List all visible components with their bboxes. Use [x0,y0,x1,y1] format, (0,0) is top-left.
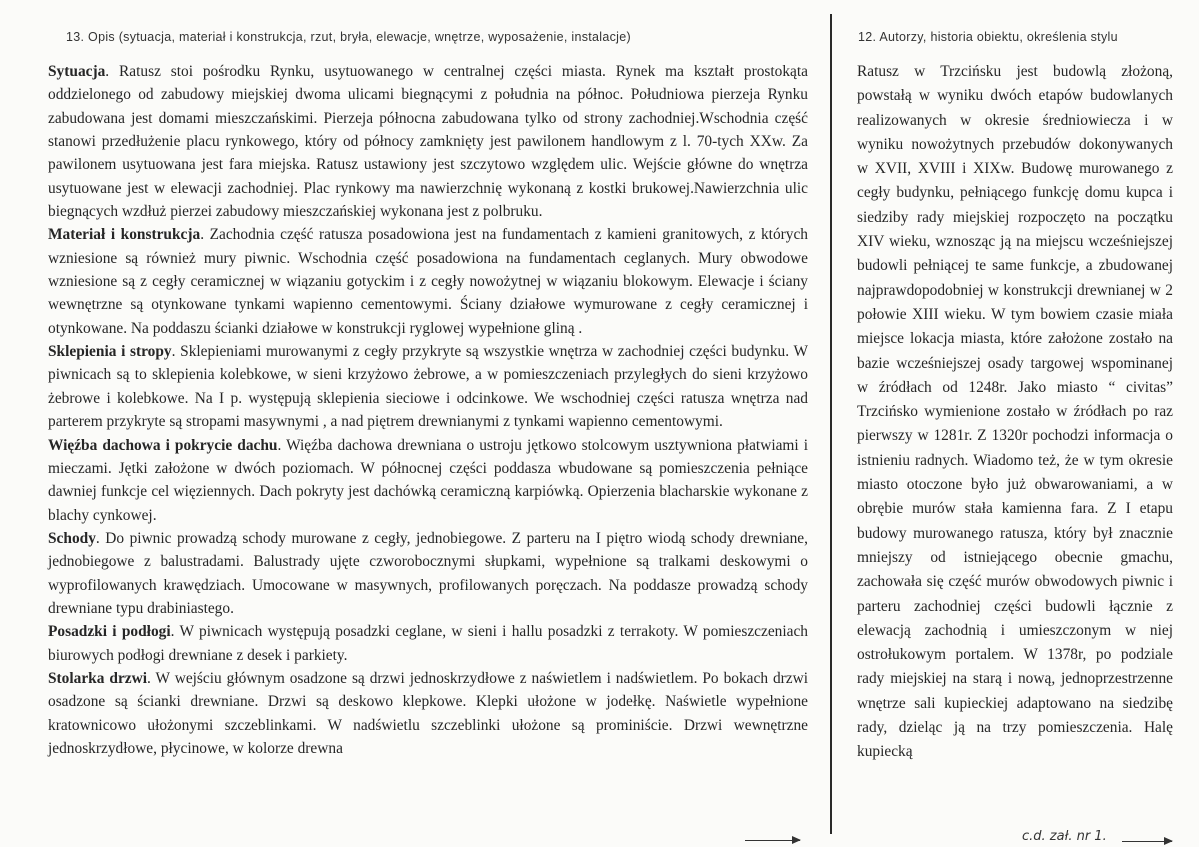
continue-arrow-icon [1122,841,1172,842]
section-floors [48,620,808,667]
section-situation [48,60,808,223]
section-text: . Ratusz stoi pośrodku Rynku, usytuowanego w centralnej części miasta. Rynek ma kształt prostokąta oddzielonego od zabudowy miejskiej dwoma ulicami biegnącymi z południa na północ. Południowa pierzeja Rynku zabudowana jest domami mieszczańskimi. Pierzeja północna zabudowana tylko od strony zachodniej.Wschodnia część stanowi przedłużenie placu rynkowego, który od północy zamknięty jest pawilonem handlowym z l. 70-tych XXw. Za pawilonem usytuowana jest fara miejska. Ratusz ustawiony jest szczytowo względem ulic. Wejście główne do wnętrza usytuowane jest w elewacji zachodniej. Plac rynkowy ma nawierzchnię wykonaną z kostki brukowej.Nawierzchnia ulic biegnących wzdłuż pierzei zabudowy mieszczańskiej wykonana jest z polbruku. [48,63,808,221]
section-text: . Zachodnia część ratusza posadowiona jest na fundamentach z kamieni granitowych, z których wzniesione są również mury piwnic. Wschodnia część posadowiona na fundamentach ceglanych. Mury obwodowe wzniesione są z cegły ceramicznej w wiązaniu gotyckim i z cegły nowożytnej w wiązaniu blokowym. Elewacje i ściany wewnętrzne są otynkowane tynkami wapienno cementowymi. Ściany działowe wymurowane z cegły ceramicznej i otynkowane. Na poddaszu ścianki działowe w konstrukcji ryglowej wypełnione gliną . [48,226,808,337]
section-text: . Więźba dachowa drewniana o ustroju jętkowo stolcowym usztywniona płatwiami i mieczami. Jętki założone w dwóch poziomach. W północnej części poddasza wbudowane są pomieszczenia pełniące dawniej funkcje cel więziennych. Dach pokryty jest dachówką ceramiczną karpiówką. Opierzenia blacharskie wykonane z blachy cynkowej. [48,436,809,524]
section-text: . W piwnicach występują posadzki ceglane, w sieni i hallu posadzki z terrakoty. W pomieszczeniach biurowych podłogi drewniane z desek i parkiety. [48,623,808,664]
section-title: Schody [48,529,96,547]
left-column-header: 13. Opis (sytuacja, materiał i konstrukcja, rzut, bryła, elewacje, wnętrze, wyposażenie, instalacje) [66,30,631,44]
column-divider [830,14,832,834]
section-title: Posadzki i podłogi [48,623,171,641]
section-title: Sytuacja [48,63,106,80]
section-title: Stolarka drzwi [48,669,147,687]
section-title: Więźba dachowa i pokrycie dachu [48,436,278,454]
section-doors [48,667,808,760]
section-text: . Sklepieniami murowanymi z cegły przykryte są wszystkie wnętrza w zachodniej części budynku. W piwnicach są to sklepienia kolebkowe, w sieni krzyżowo żebrowe, a w pomieszczeniach przyległych do sieni krzyżowo żebrowe i kolebkowe. Na I p. występują sklepienia sieciowe i odcinkowe. We wschodniej części ratusza wnętrza nad parterem przykryte są stropami masywnymi , a nad piętrem drewnianymi z tynkami wapienno cementowymi. [48,343,808,431]
description-column [48,60,808,760]
section-text: . W wejściu głównym osadzone są drzwi jednoskrzydłowe z naświetlem i nadświetlem. Po bokach drzwi osadzone są ścianki drewniane. Drzwi są deskowo klepkowe. Klepki ułożone w jodełkę. Naświetle wypełnione kratownicowo ułożonymi szczeblinkami. W nadświetlu szczeblinki ułożone są prominiście. Drzwi wewnętrzne jednoskrzydłowe, płycinowe, w kolorze drewna [48,669,808,757]
continuation-note: c.d. zał. nr 1. [1022,829,1107,844]
right-column-header: 12. Autorzy, historia obiektu, określenia stylu [858,30,1118,44]
section-material-construction [48,223,808,340]
section-vaults-ceilings [48,340,808,433]
section-text: . Do piwnic prowadzą schody murowane z cegły, jednobiegowe. Z parteru na I piętro wiodą schody drewniane, jednobiegowe z balustradami. Balustrady ujęte czworobocznymi słupkami, wypełnione są tralkami deskowymi o wyprofilowanych krawędziach. Umocowane w masywnych, profilowanych poręczach. Na poddasze prowadzą schody drewniane typu drabiniastego. [48,529,808,617]
history-column [857,60,1173,765]
history-text: Ratusz w Trzcińsku jest budowlą złożoną, powstałą w wyniku dwóch etapów budowlanych realizowanych w okresie średniowiecza i w wyniku nowożytnych przebudów dokonywanych w XVII, XVIII i XIXw. Budowę murowanego z cegły budynku, pełniącego funkcję domu kupca i siedziby rady miejskiej rozpoczęto na początku XIV wieku, wznosząc ją na miejscu wcześniejszej budowli pełniącej te same funkcje, a zbudowanej najprawdopodobniej w konstrukcji drewnianej w 2 połowie XIII wieku. W tym bowiem czasie miała miejsce lokacja miasta, które założone zostało na bazie wcześniejszej osady targowej wspominanej w źródłach od 1248r. Jako miasto “ civitas” Trzcińsko wymienione zostało w źródłach po raz pierwszy w 1281r. Z 1320r pochodzi informacja o istnieniu radnych. Wiadomo też, że w tym okresie miasto otoczone było już obwarowaniami, a w obrębie murów stała kamienna fara. Z I etapu budowy murowanego ratusza, który był znacznie mniejszy od istniejącego obecnie gmachu, zachowała się część murów obwodowych piwnic i parteru zachodniej części budowli łącznie z elewacją zachodnią i umieszczonym w niej ostrołukowym portalem. W 1378r, po podziale rady miejskiej na starą i nową, jednoprzestrzenne wnętrze sali kupieckiej adaptowano na siedzibę rady, dzieląc ją na trzy pomieszczenia. Halę kupiecką [857,63,1173,761]
section-roof [48,434,808,527]
continue-arrow-icon [745,840,800,841]
section-stairs [48,527,808,620]
section-title: Sklepienia i stropy [48,343,172,361]
section-title: Materiał i konstrukcja [48,226,201,244]
